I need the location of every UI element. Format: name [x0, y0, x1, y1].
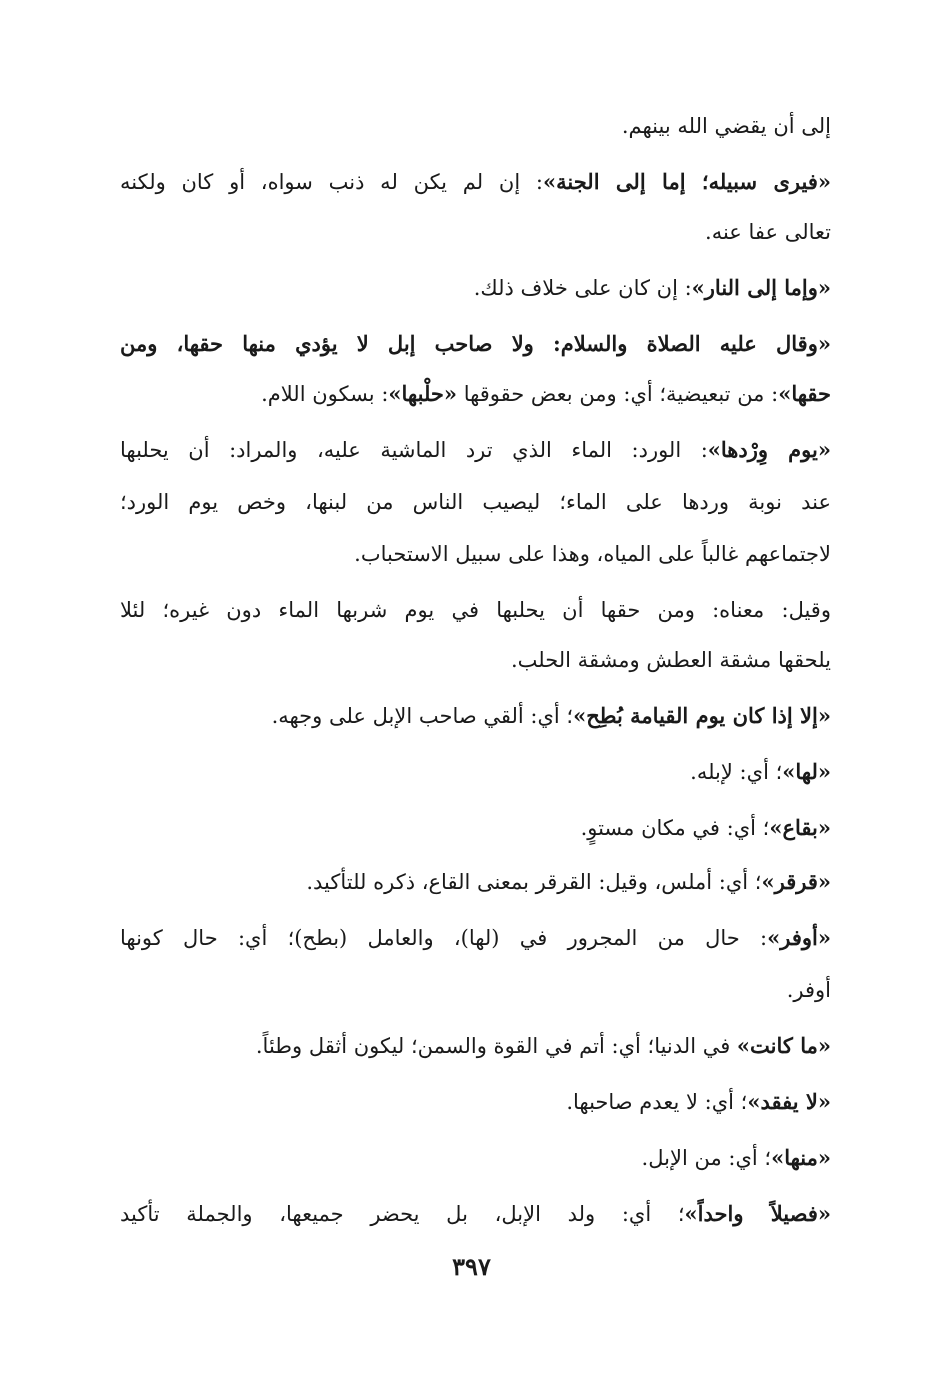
bold-term: «لها»	[782, 759, 831, 784]
text-line-10	[120, 593, 831, 627]
text-segment: ؛ أي: من الإبل.	[641, 1146, 772, 1170]
text-line-6	[120, 377, 831, 411]
text-line-7	[120, 433, 831, 467]
text-line-3	[120, 215, 831, 249]
text-segment: عند نوبة وردها على الماء؛ ليصيب الناس من لبنها، وخص يوم الورد؛	[120, 490, 831, 514]
bold-term: «قرقر»	[761, 869, 831, 894]
text-segment: ؛ أي: لا يعدم صاحبها.	[566, 1090, 748, 1114]
text-segment: ؛ أي: ألقي صاحب الإبل على وجهه.	[271, 704, 574, 728]
bold-term: «منها»	[771, 1145, 831, 1170]
text-line-20	[120, 1141, 831, 1175]
bold-term: «بقاع»	[769, 815, 831, 840]
bold-term: «ما كانت»	[736, 1033, 831, 1058]
text-line-16	[120, 921, 831, 955]
bold-term: «وإما إلى النار»	[691, 275, 831, 300]
bold-term: حقها»	[778, 381, 831, 406]
text-line-21	[120, 1197, 831, 1231]
text-segment: : حال من المجرور في (لها)، والعامل (بطح)؛ أي: حال كونها	[120, 926, 768, 950]
bold-term: «حلْبها»	[388, 381, 458, 406]
bold-term: «فصيلاً واحداً»	[684, 1201, 831, 1226]
bold-term: «يوم وِرْدها»	[707, 437, 831, 462]
text-line-8	[120, 485, 831, 519]
text-line-5	[120, 327, 831, 361]
text-segment: إلى أن يقضي الله بينهم.	[621, 114, 831, 138]
text-line-18	[120, 1029, 831, 1063]
text-line-1	[120, 109, 831, 143]
bold-term: «أوفر»	[767, 925, 831, 950]
text-segment: ؛ أي: لإبله.	[690, 760, 783, 784]
text-segment: ؛ أي: ولد الإبل، بل يحضر جميعها، والجملة تأكيد	[120, 1202, 685, 1226]
text-segment: وقيل: معناه: ومن حقها أن يحلبها في يوم شربها الماء دون غيره؛ لئلا	[120, 598, 831, 622]
text-line-15	[120, 865, 831, 899]
bold-term: «وقال عليه الصلاة والسلام: ولا صاحب إبل لا يؤدي منها حقها، ومن	[120, 331, 831, 356]
bold-term: «لا يفقد»	[747, 1089, 831, 1114]
text-line-13	[120, 755, 831, 789]
text-segment: لاجتماعهم غالباً على المياه، وهذا على سبيل الاستحباب.	[354, 542, 831, 566]
text-line-14	[120, 811, 831, 845]
bold-term: «إلا إذا كان يوم القيامة بُطِح»	[573, 703, 831, 728]
text-segment: في الدنيا؛ أي: أتم في القوة والسمن؛ ليكون أثقل وطئاً.	[255, 1034, 737, 1058]
text-segment: ؛ أي: في مكان مستوٍ.	[580, 816, 770, 840]
bold-term: «فيرى سبيله؛ إما إلى الجنة»	[543, 169, 831, 194]
page-number: ٣٩٧	[452, 1252, 491, 1281]
text-segment: : إن لم يكن له ذنب سواه، أو كان ولكنه	[120, 170, 544, 194]
text-segment: يلحقها مشقة العطش ومشقة الحلب.	[510, 648, 831, 672]
text-line-2	[120, 165, 831, 199]
text-line-4	[120, 271, 831, 305]
text-line-19	[120, 1085, 831, 1119]
text-segment: : الورد: الماء الذي ترد الماشية عليه، والمراد: أن يحلبها	[120, 438, 708, 462]
text-line-11	[120, 643, 831, 677]
text-segment: : من تبعيضية؛ أي: ومن بعض حقوقها	[457, 382, 779, 406]
text-segment: : بسكون اللام.	[261, 382, 389, 406]
text-segment: أوفر.	[786, 978, 831, 1002]
text-segment: ؛ أي: أملس، وقيل: القرقر بمعنى القاع، ذكره للتأكيد.	[306, 870, 762, 894]
text-segment: تعالى عفا عنه.	[705, 220, 831, 244]
text-segment: : إن كان على خلاف ذلك.	[473, 276, 692, 300]
text-line-12	[120, 699, 831, 733]
text-line-17	[120, 973, 831, 1007]
text-line-9	[120, 537, 831, 571]
